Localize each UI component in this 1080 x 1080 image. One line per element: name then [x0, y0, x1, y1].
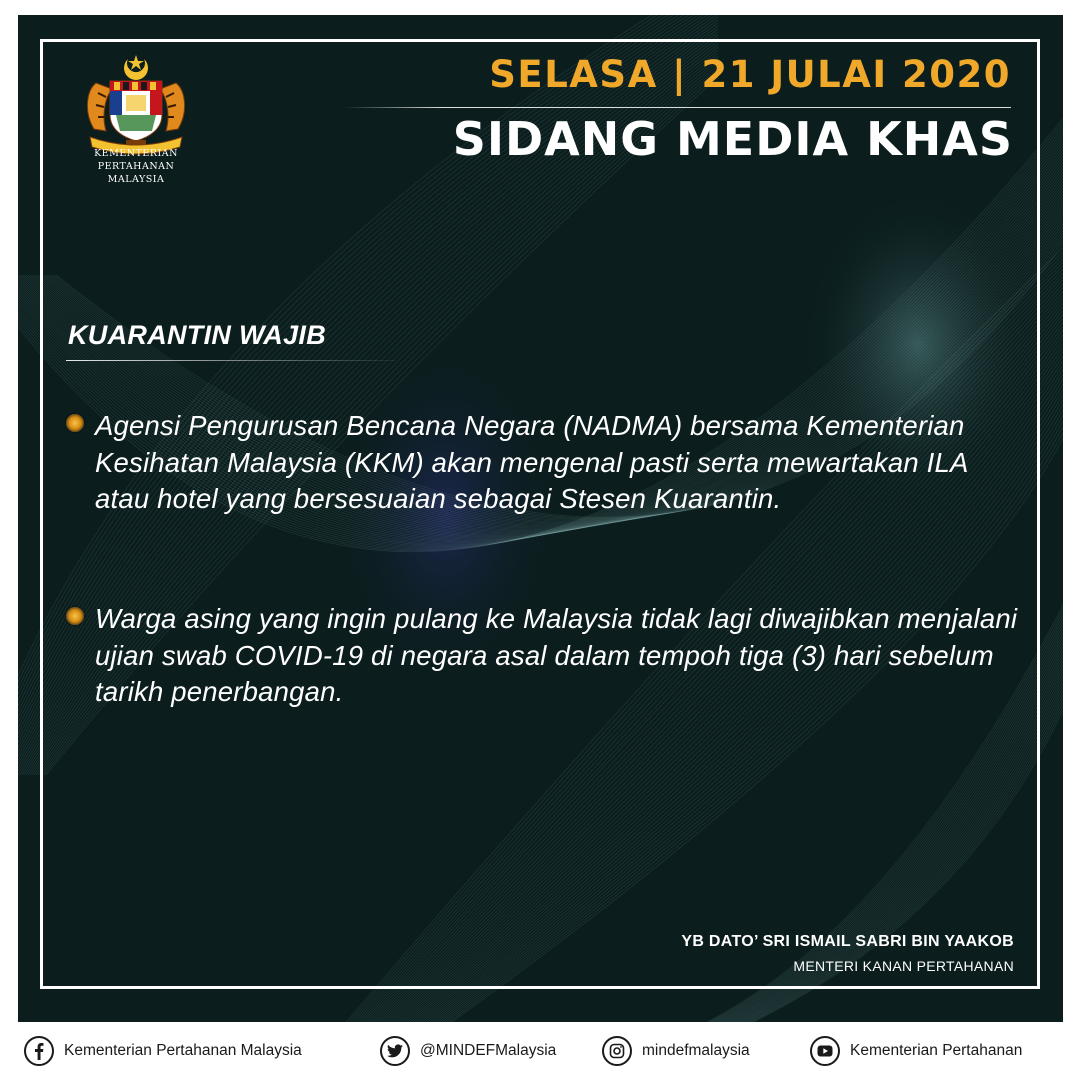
ministry-name-line1: KEMENTERIAN PERTAHANAN: [94, 148, 178, 172]
signature-title: MENTERI KANAN PERTAHANAN: [793, 958, 1014, 974]
bullet-text: Warga asing yang ingin pulang ke Malaysia tidak lagi diwajibkan menjalani ujian swab COVID-19 di negara asal dalam tempoh tiga (3) hari sebelum tarikh penerbangan.: [95, 603, 1018, 707]
facebook-icon: [24, 1036, 54, 1066]
social-label: Kementerian Pertahanan: [850, 1042, 1023, 1059]
bullet-text: Agensi Pengurusan Bencana Negara (NADMA) bersama Kementerian Kesihatan Malaysia (KKM) akan mengenal pasti serta mewartakan ILA atau hotel yang bersesuaian sebagai Stesen Kuarantin.: [95, 410, 968, 514]
social-link-facebook[interactable]: [24, 1035, 302, 1067]
social-link-youtube[interactable]: [810, 1035, 1022, 1067]
social-link-twitter[interactable]: [380, 1035, 556, 1067]
social-link-instagram[interactable]: [602, 1035, 750, 1067]
title-divider: [343, 107, 1011, 108]
ministry-name: [56, 147, 216, 186]
signature-name: YB DATO’ SRI ISMAIL SABRI BIN YAAKOB: [681, 933, 1014, 950]
gold-bullet-icon: [66, 414, 84, 432]
social-label: Kementerian Pertahanan Malaysia: [64, 1042, 302, 1059]
section-heading: KUARANTIN WAJIB: [68, 320, 326, 350]
instagram-icon: [602, 1036, 632, 1066]
heading-divider: [66, 360, 396, 361]
social-label: @MINDEFMalaysia: [420, 1042, 557, 1059]
page-title: SIDANG MEDIA KHAS: [452, 112, 1013, 166]
youtube-icon: [810, 1036, 840, 1066]
twitter-icon: [380, 1036, 410, 1066]
date-line: SELASA | 21 JULAI 2020: [489, 53, 1011, 96]
poster: [18, 15, 1063, 1022]
gold-bullet-icon: [66, 607, 84, 625]
social-bar: [18, 1022, 1063, 1080]
ministry-name-line2: MALAYSIA: [107, 174, 165, 185]
social-label: mindefmalaysia: [642, 1042, 750, 1059]
